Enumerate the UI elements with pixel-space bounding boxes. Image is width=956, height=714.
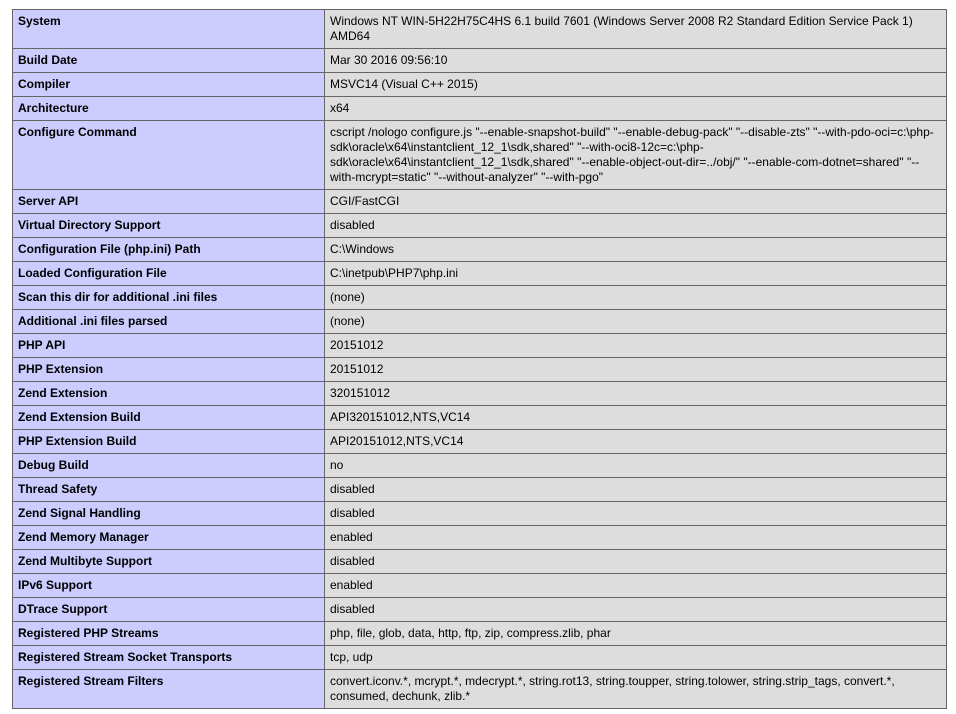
row-value: disabled — [325, 550, 947, 574]
table-row — [13, 574, 947, 598]
row-key: Architecture — [13, 97, 325, 121]
row-key: Zend Memory Manager — [13, 526, 325, 550]
row-key: PHP API — [13, 334, 325, 358]
row-key: Virtual Directory Support — [13, 214, 325, 238]
row-value: 320151012 — [325, 382, 947, 406]
row-value: (none) — [325, 286, 947, 310]
row-value: disabled — [325, 502, 947, 526]
row-value: no — [325, 454, 947, 478]
row-value: disabled — [325, 478, 947, 502]
row-value: disabled — [325, 214, 947, 238]
table-row — [13, 121, 947, 190]
table-row — [13, 73, 947, 97]
table-row — [13, 406, 947, 430]
row-key: Zend Extension Build — [13, 406, 325, 430]
row-value: convert.iconv.*, mcrypt.*, mdecrypt.*, string.rot13, string.toupper, string.tolower, string.strip_tags, convert.*, consumed, dechunk, zlib.* — [325, 670, 947, 709]
row-key: Configure Command — [13, 121, 325, 190]
row-value: php, file, glob, data, http, ftp, zip, compress.zlib, phar — [325, 622, 947, 646]
row-key: PHP Extension Build — [13, 430, 325, 454]
table-row — [13, 670, 947, 709]
table-row — [13, 502, 947, 526]
row-value: disabled — [325, 598, 947, 622]
row-key: IPv6 Support — [13, 574, 325, 598]
row-value: API320151012,NTS,VC14 — [325, 406, 947, 430]
row-value: API20151012,NTS,VC14 — [325, 430, 947, 454]
row-value: enabled — [325, 574, 947, 598]
table-row — [13, 526, 947, 550]
row-key: Debug Build — [13, 454, 325, 478]
row-value: tcp, udp — [325, 646, 947, 670]
row-key: DTrace Support — [13, 598, 325, 622]
row-key: Zend Signal Handling — [13, 502, 325, 526]
row-value: Windows NT WIN-5H22H75C4HS 6.1 build 7601 (Windows Server 2008 R2 Standard Edition Service Pack 1) AMD64 — [325, 10, 947, 49]
row-key: Configuration File (php.ini) Path — [13, 238, 325, 262]
row-value: 20151012 — [325, 358, 947, 382]
row-value: (none) — [325, 310, 947, 334]
table-row — [13, 478, 947, 502]
row-value: C:\inetpub\PHP7\php.ini — [325, 262, 947, 286]
table-row — [13, 430, 947, 454]
table-row — [13, 238, 947, 262]
row-key: Compiler — [13, 73, 325, 97]
row-key: Server API — [13, 190, 325, 214]
table-row — [13, 262, 947, 286]
row-key: Registered PHP Streams — [13, 622, 325, 646]
row-key: System — [13, 10, 325, 49]
row-value: x64 — [325, 97, 947, 121]
row-key: Loaded Configuration File — [13, 262, 325, 286]
row-key: Thread Safety — [13, 478, 325, 502]
table-row — [13, 550, 947, 574]
table-row — [13, 598, 947, 622]
row-value: MSVC14 (Visual C++ 2015) — [325, 73, 947, 97]
table-row — [13, 310, 947, 334]
table-row — [13, 49, 947, 73]
row-key: PHP Extension — [13, 358, 325, 382]
table-row — [13, 10, 947, 49]
row-value: CGI/FastCGI — [325, 190, 947, 214]
table-row — [13, 454, 947, 478]
row-value: C:\Windows — [325, 238, 947, 262]
row-key: Scan this dir for additional .ini files — [13, 286, 325, 310]
table-row — [13, 214, 947, 238]
row-key: Additional .ini files parsed — [13, 310, 325, 334]
phpinfo-table — [12, 9, 947, 709]
table-row — [13, 334, 947, 358]
table-row — [13, 190, 947, 214]
table-row — [13, 97, 947, 121]
row-key: Zend Extension — [13, 382, 325, 406]
table-row — [13, 358, 947, 382]
table-row — [13, 622, 947, 646]
row-key: Registered Stream Filters — [13, 670, 325, 709]
row-value: 20151012 — [325, 334, 947, 358]
row-key: Build Date — [13, 49, 325, 73]
row-value: enabled — [325, 526, 947, 550]
row-value: Mar 30 2016 09:56:10 — [325, 49, 947, 73]
row-key: Zend Multibyte Support — [13, 550, 325, 574]
row-key: Registered Stream Socket Transports — [13, 646, 325, 670]
table-row — [13, 382, 947, 406]
row-value: cscript /nologo configure.js "--enable-snapshot-build" "--enable-debug-pack" "--disable-zts" "--with-pdo-oci=c:\php-sdk\oracle\x64\instantclient_12_1\sdk,shared" "--with-oci8-12c=c:\php-sdk\oracle\x64\instantclient_12_1\sdk,shared" "--enable-object-out-dir=../obj/" "--enable-com-dotnet=shared" "--with-mcrypt=static" "--without-analyzer" "--with-pgo" — [325, 121, 947, 190]
table-row — [13, 286, 947, 310]
table-row — [13, 646, 947, 670]
